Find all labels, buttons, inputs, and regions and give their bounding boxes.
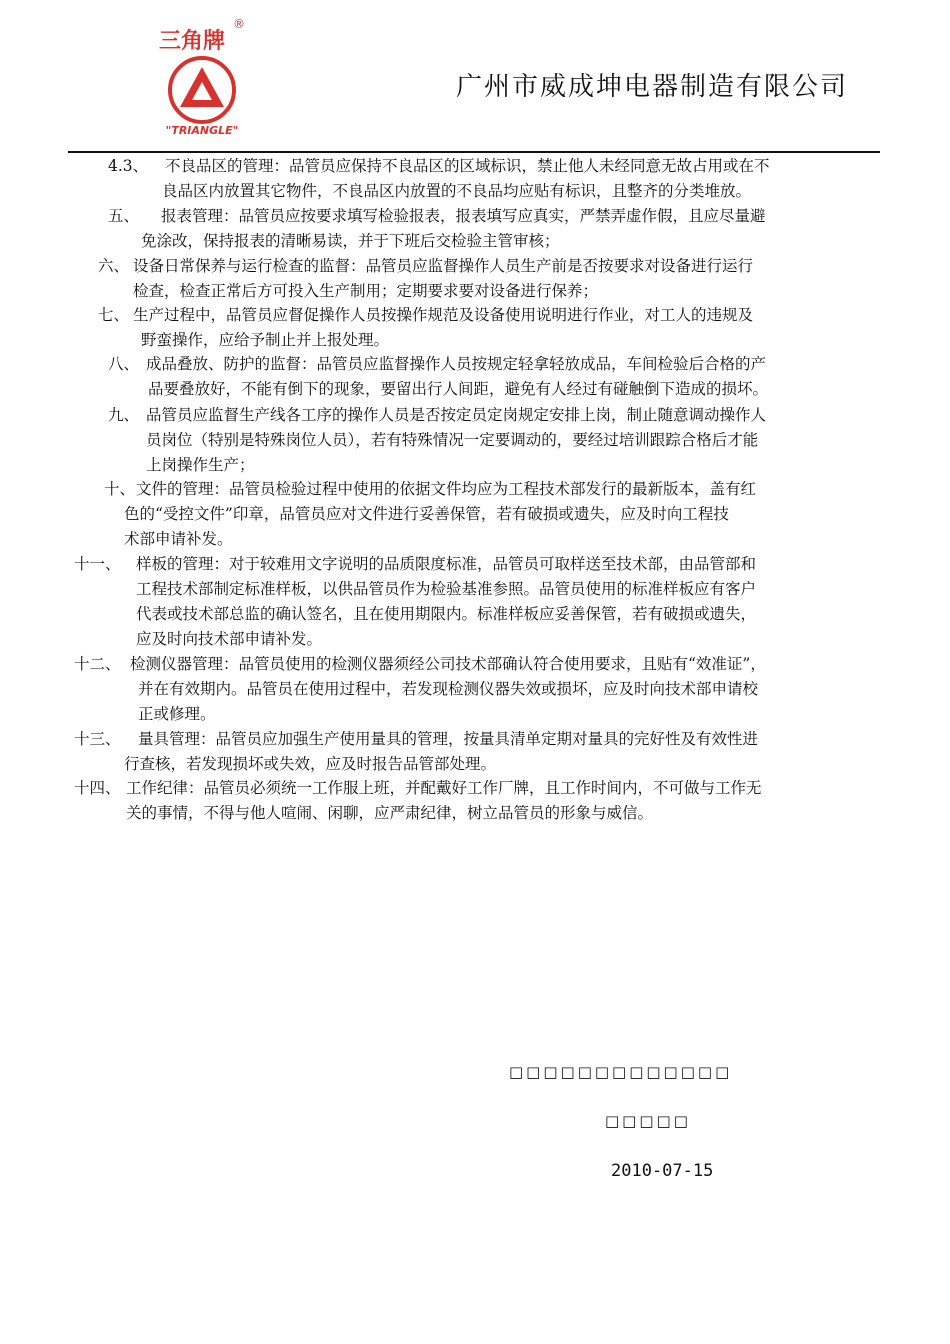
logo-registered-mark: ® bbox=[233, 17, 245, 31]
item-text: 野蛮操作，应给予制止并上报处理。 bbox=[141, 331, 390, 349]
logo-english-text: "TRIANGLE" bbox=[165, 124, 239, 137]
item-text: 品管员应监督生产线各工序的操作人员是否按定员定岗规定安排上岗，制止随意调动操作人 bbox=[146, 406, 767, 424]
item-text: 样板的管理：对于较难用文字说明的品质限度标准，品管员可取样送至技术部，由品管部和 bbox=[136, 555, 757, 573]
item-text: 报表管理：品管员应按要求填写检验报表，报表填写应真实，严禁弄虚作假，且应尽量避 bbox=[161, 207, 766, 225]
item-text: 上岗操作生产； bbox=[146, 456, 255, 474]
item-number: 十三、 bbox=[74, 730, 121, 748]
item-text: 术部申请补发。 bbox=[124, 530, 233, 548]
logo-brand-text: 三角牌 bbox=[158, 28, 226, 54]
item-text: 良品区内放置其它物件，不良品区内放置的不良品均应贴有标识，且整齐的分类堆放。 bbox=[162, 182, 752, 200]
company-name: 广州市威成坤电器制造有限公司 bbox=[456, 72, 849, 102]
item-number: 十、 bbox=[104, 480, 136, 498]
item-number: 五、 bbox=[108, 207, 140, 225]
item-text: 量具管理：品管员应加强生产使用量具的管理，按量具清单定期对量具的完好性及有效性进 bbox=[138, 730, 759, 748]
item-number: 十二、 bbox=[74, 655, 121, 673]
footer-date: 2010-07-15 bbox=[611, 1161, 714, 1181]
header-divider bbox=[68, 151, 880, 153]
item-text: 工程技术部制定标准样板，以供品管员作为检验基准参照。品管员使用的标准样板应有客户 bbox=[136, 580, 757, 598]
item-number: 4.3、 bbox=[108, 157, 149, 175]
item-text: 文件的管理：品管员检验过程中使用的依据文件均应为工程技术部发行的最新版本，盖有红 bbox=[136, 480, 757, 498]
item-number: 六、 bbox=[98, 257, 130, 275]
item-text: 品要叠放好，不能有倒下的现象，要留出行人间距，避免有人经过有碰触倒下造成的损坏。 bbox=[148, 380, 769, 398]
footer-company-line: □□□□□□□□□□□□□ bbox=[509, 1063, 733, 1081]
item-text: 正或修理。 bbox=[138, 705, 216, 723]
item-text: 免涂改，保持报表的清晰易读，并于下班后交检验主管审核； bbox=[141, 232, 560, 250]
item-text: 行查核，若发现损坏或失效，应及时报告品管部处理。 bbox=[124, 755, 497, 773]
item-number: 十一、 bbox=[74, 555, 121, 573]
item-text: 员岗位（特别是特殊岗位人员），若有特殊情况一定要调动的，要经过培训跟踪合格后才能 bbox=[146, 431, 759, 449]
item-text: 成品叠放、防护的监督：品管员应监督操作人员按规定轻拿轻放成品，车间检验后合格的产 bbox=[146, 355, 767, 373]
item-text: 不良品区的管理：品管员应保持不良品区的区域标识，禁止他人未经同意无故占用或在不 bbox=[165, 157, 770, 175]
item-number: 八、 bbox=[108, 355, 140, 373]
item-text: 并在有效期内。品管员在使用过程中，若发现检测仪器失效或损坏，应及时向技术部申请校 bbox=[138, 680, 759, 698]
item-text: 应及时向技术部申请补发。 bbox=[136, 630, 323, 648]
footer-department-line: □□□□□ bbox=[605, 1112, 691, 1130]
item-text: 色的“受控文件”印章，品管员应对文件进行妥善保管，若有破损或遗失，应及时向工程技 bbox=[124, 505, 729, 523]
company-logo bbox=[150, 14, 254, 140]
item-text: 关的事情，不得与他人喧闹、闲聊，应严肃纪律，树立品管员的形象与威信。 bbox=[126, 804, 654, 822]
item-text: 工作纪律：品管员必须统一工作服上班，并配戴好工作厂牌，且工作时间内，不可做与工作无 bbox=[126, 779, 762, 797]
item-text: 检测仪器管理：品管员使用的检测仪器须经公司技术部确认符合使用要求，且贴有“效准证”， bbox=[130, 655, 766, 673]
item-text: 代表或技术部总监的确认签名，且在使用期限内。标准样板应妥善保管，若有破损或遗失， bbox=[136, 605, 757, 623]
item-text: 检查，检查正常后方可投入生产制用；定期要求要对设备进行保养； bbox=[133, 282, 599, 300]
item-number: 十四、 bbox=[74, 779, 121, 797]
item-number: 九、 bbox=[108, 406, 140, 424]
item-text: 设备日常保养与运行检查的监督：品管员应监督操作人员生产前是否按要求对设备进行运行 bbox=[133, 257, 754, 275]
item-number: 七、 bbox=[98, 306, 130, 324]
item-text: 生产过程中，品管员应督促操作人员按操作规范及设备使用说明进行作业，对工人的违规及 bbox=[133, 306, 754, 324]
